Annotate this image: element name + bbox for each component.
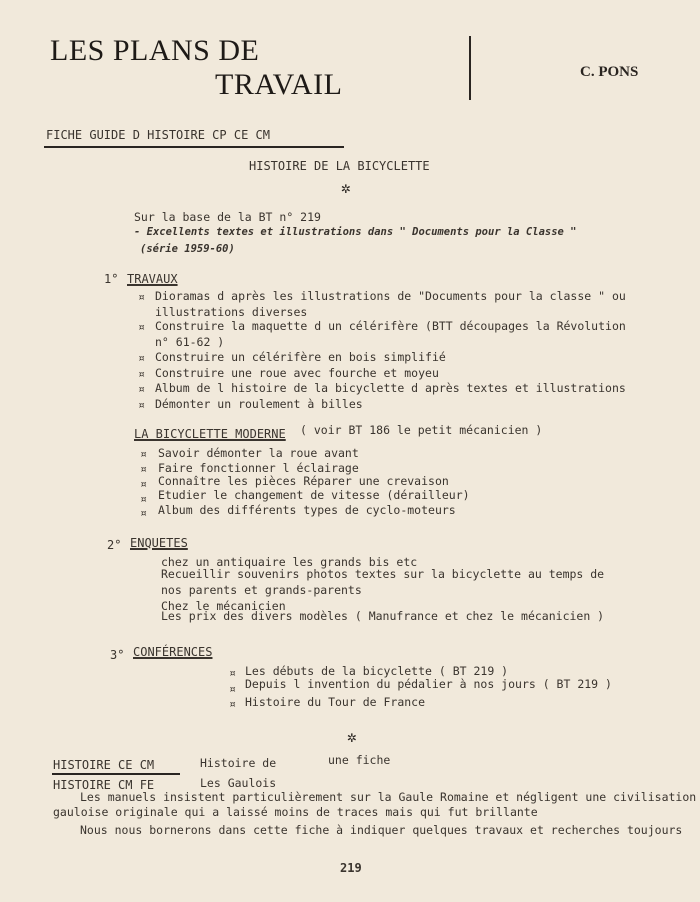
bullet-mark: ¤: [229, 697, 236, 711]
list-item: Démonter un roulement à billes: [155, 397, 363, 411]
list-item: Album des différents types de cyclo-moteurs: [158, 503, 456, 517]
list-item: Recueillir souvenirs photos textes sur la bicyclette au temps de: [161, 567, 605, 581]
list-item: Depuis l invention du pédalier à nos jours ( BT 219 ): [245, 677, 612, 691]
enquetes-heading: ENQUETES: [130, 536, 188, 550]
list-item: Album de l histoire de la bicyclette d après textes et illustrations: [155, 381, 626, 395]
base-line: Sur la base de la BT n° 219: [134, 210, 321, 224]
bullet-mark: ¤: [138, 320, 145, 334]
star-ornament: ✲: [347, 727, 357, 746]
list-item: Construire une roue avec fourche et moyeu: [155, 366, 439, 380]
list-item: chez un antiquaire les grands bis etc: [161, 555, 418, 569]
section-text: Histoire de: [200, 756, 277, 770]
bullet-mark: ¤: [140, 462, 147, 476]
list-item: n° 61-62 ): [155, 335, 225, 349]
bullet-mark: ¤: [229, 666, 236, 680]
bullet-mark: ¤: [140, 506, 147, 520]
section-text: Les Gaulois: [200, 776, 277, 790]
source-line-2: (série 1959-60): [140, 243, 235, 255]
bullet-mark: ¤: [138, 351, 145, 365]
list-item: Chez le mécanicien: [161, 599, 286, 613]
bullet-mark: ¤: [229, 682, 236, 696]
moderne-heading-rest: ( voir BT 186 le petit mécanicien ): [300, 423, 543, 437]
fiche-heading-underline: [44, 146, 344, 148]
list-item: Histoire du Tour de France: [245, 695, 426, 709]
list-item: Etudier le changement de vitesse (dérailleur): [158, 488, 470, 502]
list-item: Savoir démonter la roue avant: [158, 446, 359, 460]
bullet-mark: ¤: [140, 477, 147, 491]
section-label: HISTOIRE CE CM: [53, 758, 155, 772]
list-item: nos parents et grands-parents: [161, 583, 362, 597]
bullet-mark: ¤: [138, 382, 145, 396]
author: C. PONS: [580, 64, 639, 80]
page-title-line2: TRAVAIL: [215, 68, 343, 101]
fiche-title: HISTOIRE DE LA BICYCLETTE: [249, 159, 430, 173]
section-label: HISTOIRE CM FE: [53, 778, 155, 792]
bullet-mark: ¤: [138, 290, 145, 304]
travaux-number: 1°: [104, 272, 119, 286]
bullet-mark: ¤: [138, 398, 145, 412]
bullet-mark: ¤: [138, 367, 145, 381]
paragraph-line: Les manuels insistent particulièrement sur la Gaule Romaine et négligent une civilisation: [80, 790, 697, 804]
paragraph-line: gauloise originale qui a laissé moins de traces mais qui fut brillante: [53, 805, 538, 819]
list-item: Faire fonctionner l éclairage: [158, 461, 359, 475]
paragraph-line: Nous nous bornerons dans cette fiche à indiquer quelques travaux et recherches toujours: [80, 823, 683, 837]
list-item: Dioramas d après les illustrations de "Documents pour la classe " ou: [155, 289, 626, 303]
star-ornament: ✲: [341, 178, 351, 197]
list-item: Les débuts de la bicyclette ( BT 219 ): [245, 664, 509, 678]
enquetes-number: 2°: [107, 538, 122, 552]
list-item: Construire la maquette d un célérifère (BTT découpages la Révolution: [155, 319, 626, 333]
list-item: illustrations diverses: [155, 305, 308, 319]
section-label-underline: [52, 773, 180, 775]
travaux-heading: TRAVAUX: [127, 272, 178, 286]
conferences-number: 3°: [110, 648, 125, 662]
header-divider: [469, 36, 471, 100]
bullet-mark: ¤: [140, 492, 147, 506]
fiche-heading: FICHE GUIDE D HISTOIRE CP CE CM: [46, 128, 270, 142]
section-text: une fiche: [328, 753, 391, 767]
conferences-heading: CONFÉRENCES: [133, 645, 213, 659]
page-title-line1: LES PLANS DE: [50, 34, 260, 67]
moderne-heading: LA BICYCLETTE MODERNE: [134, 427, 286, 441]
list-item: Construire un célérifère en bois simplifié: [155, 350, 446, 364]
source-line-1: - Excellents textes et illustrations dans " Documents pour la Classe ": [134, 226, 577, 238]
bullet-mark: ¤: [140, 447, 147, 461]
list-item: Les prix des divers modèles ( Manufrance et chez le mécanicien ): [161, 609, 605, 623]
list-item: Connaître les pièces Réparer une crevaison: [158, 474, 449, 488]
page-number: 219: [340, 861, 362, 875]
